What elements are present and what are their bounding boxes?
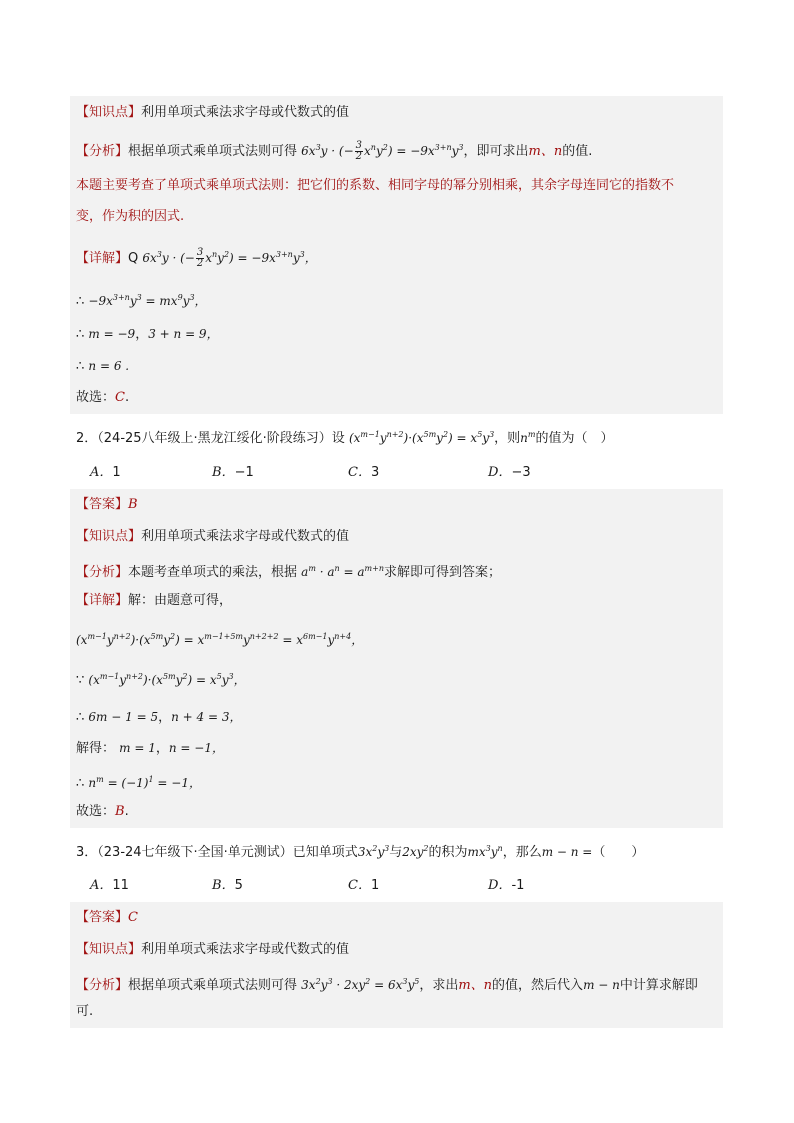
q3-stem-end: （ ）	[592, 845, 645, 860]
therefore-symbol: ∴	[76, 327, 85, 342]
option-b[interactable]: B．−1	[212, 465, 254, 480]
formula: $n^m = (-1)^1 = -1$，	[88, 775, 201, 790]
q1-summary-line-1	[76, 176, 716, 196]
because-symbol: ∵	[76, 673, 85, 688]
separator: ，	[158, 710, 172, 725]
detail-tag: 【详解】	[76, 251, 129, 266]
answer-tag: 【答案】	[76, 497, 129, 512]
therefore-symbol: ∴	[76, 776, 85, 791]
q2-stem-mid: ，则	[494, 431, 521, 446]
formula: $a^m \cdot a^n = a^{m+n}$	[301, 564, 384, 579]
q2-analysis-line	[76, 559, 716, 583]
analysis-text-end2: 可.	[76, 1004, 94, 1019]
answer-value: C	[128, 910, 138, 925]
formula: $6x^3y$ · (− $\frac{3}{2}$ $x^ny^2) = -9x^{3+n}y^3$，	[142, 247, 317, 269]
because-symbol: Q	[128, 251, 139, 266]
formula: $3x^2y^3 \cdot 2xy^2 = 6x^3y^5$	[301, 977, 420, 992]
formula: $3x^2y^3$	[357, 844, 390, 859]
q3-answer-line	[76, 908, 716, 928]
q2-answer-line	[76, 495, 716, 515]
analysis-text-end: 中计算求解即	[619, 978, 698, 993]
separator: ，	[135, 327, 149, 342]
analysis-text-mid: ，求出	[419, 978, 459, 993]
q2-detail-line	[76, 591, 716, 611]
q3-stem-prefix: 3．（23-24七年级下·全国·单元测试）已知单项式	[76, 845, 358, 860]
knowledge-text: 利用单项式乘法求字母或代数式的值	[141, 529, 350, 544]
q3-analysis-line	[76, 972, 716, 996]
knowledge-tag: 【知识点】	[76, 529, 142, 544]
formula: n = −1，	[168, 741, 224, 755]
formula: n + 4 = 3，	[171, 710, 242, 724]
choice-label: 故选：	[76, 390, 116, 405]
formula: $(x^{m-1}y^{n+2})\cdot(x^{5m}y^2) = x^5y^3$，	[88, 672, 246, 687]
answer-value: B	[128, 497, 138, 512]
q2-stem-end: 的值为（ ）	[535, 431, 614, 446]
option-a[interactable]: A．1	[90, 465, 121, 480]
q3-stem-and: 与	[389, 845, 403, 860]
analysis-text-pre: 根据单项式乘单项式法则可得	[128, 144, 298, 159]
q2-stem-prefix: 2．（24-25八年级上·黑龙江绥化·阶段练习）设	[76, 431, 345, 446]
option-c[interactable]: C．3	[348, 465, 380, 480]
formula: $(x^{m-1}y^{n+2})\cdot(x^{5m}y^2) = x^{m-1+5m}y^{n+2+2} = x^{6m-1}y^{n+4}$，	[76, 632, 364, 647]
answer-tag: 【答案】	[76, 910, 129, 925]
option-d[interactable]: D．−3	[488, 465, 531, 480]
formula: m = −9	[88, 327, 136, 341]
option-a[interactable]: A．11	[90, 878, 129, 893]
q3-stem-mid: 的积为	[428, 845, 468, 860]
analysis-vars: m、n	[458, 978, 493, 993]
q2-stem	[76, 425, 716, 449]
therefore-symbol: ∴	[76, 710, 85, 725]
knowledge-text: 利用单项式乘法求字母或代数式的值	[141, 942, 350, 957]
formula: $n^m$	[520, 430, 536, 445]
q3-stem	[76, 839, 716, 863]
formula: m − n	[583, 978, 620, 992]
option-b[interactable]: B．5	[212, 878, 243, 893]
q2-options	[90, 463, 690, 483]
choice-end: .	[124, 390, 130, 405]
formula: $(x^{m-1}y^{n+2})\cdot(x^{5m}y^2) = x^5y^3$	[348, 430, 495, 445]
analysis-text-mid: ，即可求出	[463, 144, 529, 159]
knowledge-tag: 【知识点】	[76, 942, 142, 957]
formula: $-9x^{3+n}y^3 = mx^9y^3$，	[88, 293, 207, 308]
therefore-symbol: ∴	[76, 294, 85, 309]
formula: 3 + n = 9，	[148, 327, 219, 341]
analysis-tag: 【分析】	[76, 144, 129, 159]
solve-label: 解得：	[76, 741, 116, 756]
analysis-text-pre: 根据单项式乘单项式法则可得	[128, 978, 298, 993]
q1-knowledge-line	[76, 103, 716, 123]
option-d[interactable]: D．-1	[488, 878, 525, 893]
choice-value: B	[115, 804, 125, 819]
detail-tag: 【详解】	[76, 593, 129, 608]
q2-step-5	[76, 770, 716, 794]
separator: ，	[155, 741, 169, 756]
q2-step-1	[76, 627, 716, 651]
q1-step-2	[76, 324, 716, 345]
summary-text: 变，作为积的因式.	[76, 209, 185, 224]
q3-knowledge-line	[76, 940, 716, 960]
detail-text: 解：由题意可得，	[128, 593, 233, 608]
formula: m = 1	[119, 741, 156, 755]
knowledge-text: 利用单项式乘法求字母或代数式的值	[141, 105, 350, 120]
q1-summary-line-2	[76, 207, 716, 227]
q1-detail-line	[76, 245, 716, 269]
analysis-tag: 【分析】	[76, 978, 129, 993]
formula: 6m − 1 = 5	[88, 710, 159, 724]
analysis-text-mid2: 的值，然后代入	[492, 978, 584, 993]
q3-options	[90, 876, 690, 896]
q2-step-2	[76, 667, 716, 691]
analysis-text-end: 求解即可得到答案；	[383, 565, 501, 580]
option-c[interactable]: C．1	[348, 878, 380, 893]
q2-step-4	[76, 738, 716, 759]
analysis-text-end: 的值.	[562, 144, 593, 159]
q1-step-1	[76, 288, 716, 312]
choice-end: .	[124, 804, 129, 819]
q2-knowledge-line	[76, 527, 716, 547]
analysis-tag: 【分析】	[76, 565, 129, 580]
formula: $6x^3y$ · (− $\frac{3}{2}$ $x^ny^2) = -9x^{3+n}y^3$	[301, 140, 464, 162]
q3-stem-then: ，那么	[502, 845, 542, 860]
therefore-symbol: ∴	[76, 359, 85, 374]
knowledge-tag: 【知识点】	[76, 105, 142, 120]
formula: $mx^3y^n$	[467, 844, 503, 859]
q3-analysis-line-2	[76, 1002, 716, 1022]
formula: $2xy^2$	[402, 844, 429, 859]
formula: n = 6 .	[88, 359, 130, 373]
analysis-vars: m、n	[528, 144, 563, 159]
choice-label: 故选：	[76, 804, 116, 819]
q1-choice-line	[76, 388, 716, 408]
q1-analysis-line	[76, 138, 716, 162]
analysis-text-pre: 本题考查单项式的乘法，根据	[128, 565, 298, 580]
q2-choice-line	[76, 802, 716, 822]
formula: m − n =	[541, 845, 593, 859]
summary-text: 本题主要考查了单项式乘单项式法则：把它们的系数、相同字母的幂分别相乘，其余字母连同它的指数不	[76, 178, 675, 193]
q1-step-3	[76, 356, 716, 377]
q2-step-3	[76, 707, 716, 728]
choice-value: C	[115, 390, 125, 405]
